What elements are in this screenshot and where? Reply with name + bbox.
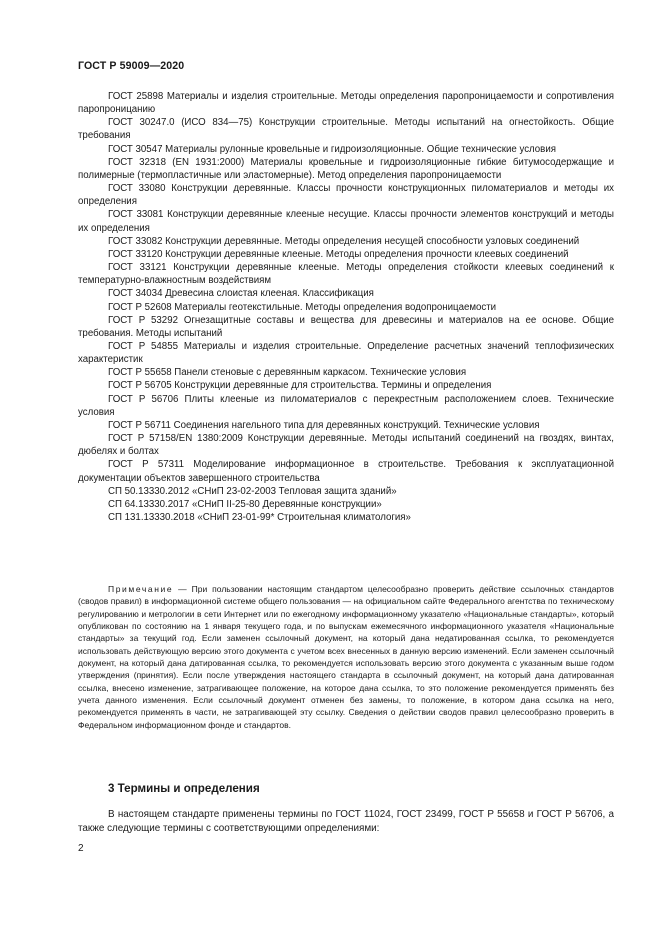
reference-item: ГОСТ Р 53292 Огнезащитные составы и вещества для древесины и материалов на ее основе. Общие требования. Методы испытаний <box>78 314 614 339</box>
reference-item: ГОСТ 33080 Конструкции деревянные. Классы прочности конструкционных пиломатериалов и методы их определения <box>78 183 614 208</box>
reference-item: ГОСТ Р 55658 Панели стеновые с деревянным каркасом. Технические условия <box>108 367 467 379</box>
reference-item: ГОСТ Р 57311 Моделирование информационное в строительстве. Требования к эксплуатационной документации объектов завершенного строительства <box>78 459 614 484</box>
reference-item: ГОСТ Р 56705 Конструкции деревянные для строительства. Термины и определения <box>108 380 492 392</box>
page-number: 2 <box>78 843 84 854</box>
reference-item: ГОСТ 34034 Древесина слоистая клееная. Классификация <box>108 288 374 300</box>
reference-item: ГОСТ 30547 Материалы рулонные кровельные и гидроизоляционные. Общие технические условия <box>108 143 556 155</box>
reference-item: ГОСТ 33082 Конструкции деревянные. Методы определения несущей способности узловых соединений <box>108 235 580 247</box>
reference-item: СП 64.13330.2017 «СНиП II-25-80 Деревянные конструкции» <box>108 498 382 510</box>
document-header: ГОСТ Р 59009—2020 <box>78 60 185 72</box>
reference-item: ГОСТ Р 57158/EN 1380:2009 Конструкции деревянные. Методы испытаний соединений на гвоздях, винтах, дюбелях и болтах <box>78 433 614 458</box>
note-text: — При пользовании настоящим стандартом целесообразно проверить действие ссылочных стандартов (сводов правил) в информационной системе общего пользования — на официальном сайте Федерального агентства по техническому регулированию и метрологии в сети Интернет или по ежегодному информационному указателю «Национальные стандарты», который опубликован по состоянию на 1 января текущего года, и по выпускам ежемесячного информационного указателя «Национальные стандарты» за текущий год. Если заменен ссылочный документ, на который дана недатированная ссылка, то рекомендуется использовать действующую версию этого документа с учетом всех внесенных в данную версию изменений. Если заменен ссылочный документ, на который дана датированная ссылка, то рекомендуется использовать версию этого документа с указанным выше годом утверждения (принятия). Если после утверждения настоящего стандарта в ссылочный документ, на который дана датированная ссылка, внесено изменение, затрагивающее положение, на которое дана ссылка, то это положение рекомендуется применять без учета данного изменения. Если ссылочный документ отменен без замены, то положение, в котором дана ссылка на него, рекомендуется применять в части, не затрагивающей эту ссылку. Сведения о действии сводов правил целесообразно проверить в Федеральном информационном фонде и стандартов. <box>78 584 614 730</box>
reference-item: ГОСТ Р 54855 Материалы и изделия строительные. Определение расчетных значений теплофизических характеристик <box>78 340 614 366</box>
reference-item: ГОСТ 33121 Конструкции деревянные клееные. Методы определения стойкости клеевых соединений к температурно-влажностным воздействиям <box>78 262 614 287</box>
reference-item: СП 50.13330.2012 «СНиП 23-02-2003 Тепловая защита зданий» <box>108 485 397 497</box>
note-paragraph <box>78 583 614 731</box>
reference-item: ГОСТ Р 56711 Соединения нагельного типа для деревянных конструкций. Технические условия <box>108 419 540 431</box>
reference-item: СП 131.13330.2018 «СНиП 23-01-99* Строительная климатология» <box>108 512 411 523</box>
reference-item: ГОСТ 33081 Конструкции деревянные клееные несущие. Классы прочности элементов конструкций и методы их определения <box>78 209 614 234</box>
section-body: В настоящем стандарте применены термины по ГОСТ 11024, ГОСТ 23499, ГОСТ Р 55658 и ГОСТ Р 56706, а также следующие термины с соответствующими определениями: <box>78 809 614 835</box>
note-label: Примечание <box>108 584 174 594</box>
section-title: 3 Термины и определения <box>108 782 260 795</box>
reference-item: ГОСТ Р 56706 Плиты клееные из пиломатериалов с перекрестным расположением слоев. Технические условия <box>78 393 614 418</box>
normative-references-list <box>78 90 614 524</box>
reference-item: ГОСТ Р 52608 Материалы геотекстильные. Методы определения водопроницаемости <box>108 301 497 313</box>
reference-item: ГОСТ 32318 (EN 1931:2000) Материалы кровельные и гидроизоляционные гибкие битумосодержащие и полимерные (термопластичные или эластомерные). Метод определения паропроницаемости <box>78 156 614 181</box>
reference-item: ГОСТ 25898 Материалы и изделия строительные. Методы определения паропроницаемости и сопротивления паропроницанию <box>78 91 614 116</box>
reference-item: ГОСТ 30247.0 (ИСО 834—75) Конструкции строительные. Методы испытаний на огнестойкость. Общие требования <box>78 117 614 142</box>
reference-item: ГОСТ 33120 Конструкции деревянные клееные. Методы определения прочности клеевых соединений <box>108 248 569 260</box>
